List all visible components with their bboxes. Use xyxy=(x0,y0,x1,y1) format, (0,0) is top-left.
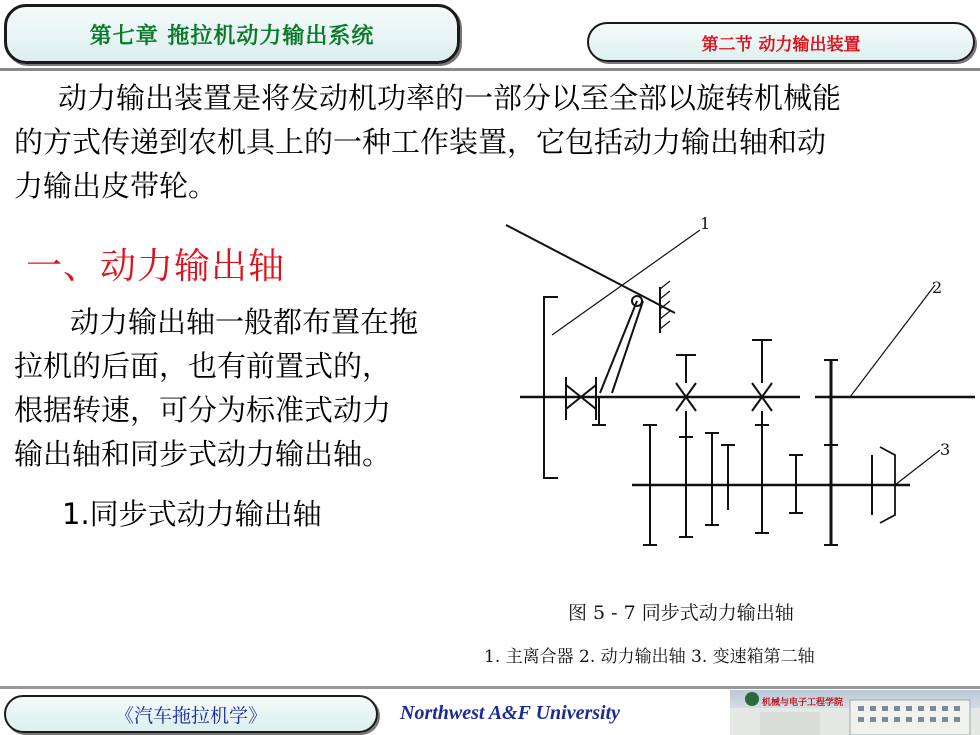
label-3: 3 xyxy=(940,440,951,459)
chapter-title-tab xyxy=(4,4,460,64)
subsection-item: 1.同步式动力输出轴 xyxy=(62,497,322,531)
section-title: 第二节 动力输出装置 xyxy=(701,34,861,55)
intro-paragraph xyxy=(14,76,974,208)
figure-legend: 1. 主离合器 2. 动力输出轴 3. 变速箱第二轴 xyxy=(484,647,815,667)
label-2: 2 xyxy=(932,278,943,297)
label-1: 1 xyxy=(700,215,711,233)
desc-line: 根据转速，可分为标准式动力 xyxy=(14,393,392,427)
book-title: 《汽车拖拉机学》 xyxy=(114,704,267,727)
leader-line-3 xyxy=(895,450,940,485)
intro-line: 动力输出装置是将发动机功率的一部分以至全部以旋转机械能 xyxy=(58,81,842,115)
clutch-lever xyxy=(506,225,675,313)
coupler-2 xyxy=(752,340,772,411)
header-divider xyxy=(0,68,980,71)
leader-line-1 xyxy=(552,230,700,335)
footer-divider xyxy=(0,686,980,689)
campus-label: 机械与电子工程学院 xyxy=(762,698,844,708)
description-paragraph xyxy=(14,300,484,476)
pto-shaft-diagram xyxy=(500,215,975,580)
campus-photo xyxy=(730,690,980,735)
college-emblem-icon xyxy=(745,692,759,706)
fork-link xyxy=(600,301,637,393)
desc-line: 拉机的后面，也有前置式的， xyxy=(14,349,392,383)
section-heading: 一、动力输出轴 xyxy=(26,246,286,287)
section-title-tab xyxy=(587,22,975,62)
book-title-tab xyxy=(4,695,378,733)
intro-line: 力输出皮带轮。 xyxy=(14,169,218,203)
desc-line: 动力输出轴一般都布置在拖 xyxy=(70,305,419,339)
intro-line: 的方式传递到农机具上的一种工作装置，它包括动力输出轴和动 xyxy=(14,125,827,159)
fork-link-2 xyxy=(612,301,643,393)
figure-caption: 图 5 - 7 同步式动力输出轴 xyxy=(568,602,794,624)
chapter-title: 第七章 拖拉机动力输出系统 xyxy=(89,23,375,49)
coupler-1 xyxy=(676,355,696,411)
university-name: Northwest A&F University xyxy=(400,702,621,724)
leader-line-2 xyxy=(850,285,935,397)
clutch-housing xyxy=(544,297,558,478)
desc-line: 输出轴和同步式动力输出轴。 xyxy=(14,437,392,471)
